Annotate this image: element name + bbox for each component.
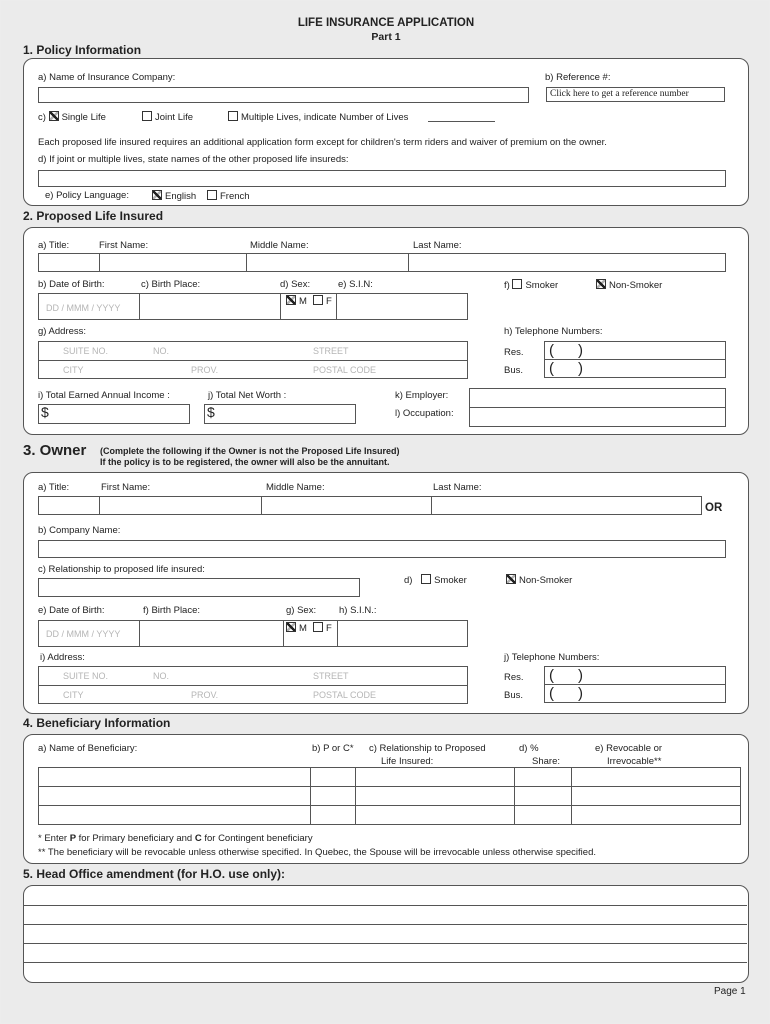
life-type-row <box>38 111 106 123</box>
city-placeholder: CITY <box>63 365 84 375</box>
other-insureds-input[interactable] <box>38 170 726 187</box>
res-paren-close: ) <box>578 342 583 359</box>
income-label: i) Total Earned Annual Income : <box>38 390 170 401</box>
networth-input[interactable] <box>204 404 356 424</box>
owner-smoker-option <box>404 574 467 586</box>
owner-prov-placeholder: PROV. <box>191 690 219 700</box>
owner-note-2: If the policy is to be registered, the owner will also be the annuitant. <box>100 457 390 467</box>
last-name-input[interactable] <box>408 253 726 272</box>
footnote-1-part-b: for Primary beneficiary and <box>76 833 195 844</box>
income-currency: $ <box>41 404 49 420</box>
beneficiary-footnote-2: ** The beneficiary will be revocable unless otherwise specified. In Quebec, the Spouse will be irrevocable unless otherwise specified. <box>38 847 596 858</box>
street-placeholder: STREET <box>313 346 349 356</box>
owner-note-1: (Complete the following if the Owner is not the Proposed Life Insured) <box>100 446 400 456</box>
owner-bus-paren-open: ( <box>549 685 554 702</box>
networth-currency: $ <box>207 404 215 420</box>
res-paren-open: ( <box>549 342 554 359</box>
beneficiary-revocable-header-1: e) Revocable or <box>595 743 663 754</box>
owner-sex-f-option <box>313 622 332 634</box>
owner-phone-label: j) Telephone Numbers: <box>504 652 600 663</box>
owner-res-paren-open: ( <box>549 667 554 684</box>
owner-last-name-label: Last Name: <box>433 482 482 493</box>
or-label: OR <box>705 502 723 514</box>
table-row <box>39 768 741 787</box>
french-checkbox[interactable] <box>207 190 217 200</box>
section-4-heading: 4. Beneficiary Information <box>23 716 171 730</box>
sex-f-checkbox[interactable] <box>313 295 323 305</box>
owner-title-label: a) Title: <box>38 482 70 493</box>
reference-input[interactable]: Click here to get a reference number <box>546 87 725 102</box>
smoker-option <box>504 279 558 291</box>
owner-sin-input[interactable] <box>337 620 468 647</box>
beneficiary-name-header: a) Name of Beneficiary: <box>38 743 138 754</box>
owner-dob-placeholder: DD / MMM / YYYY <box>46 629 121 639</box>
res-phone-input[interactable] <box>544 341 726 360</box>
occupation-input[interactable] <box>469 407 726 427</box>
section-1-heading: 1. Policy Information <box>23 43 142 57</box>
owner-address-label: i) Address: <box>40 652 85 663</box>
amendment-line-1[interactable] <box>24 905 747 906</box>
table-row <box>39 787 741 806</box>
owner-company-input[interactable] <box>38 540 726 558</box>
english-option <box>152 190 196 202</box>
owner-city-placeholder: CITY <box>63 690 84 700</box>
life-type-prefix: c) <box>38 112 46 123</box>
relationship-label: c) Relationship to proposed life insured: <box>38 564 205 575</box>
owner-bus-paren-close: ) <box>578 685 583 702</box>
section-2-heading: 2. Proposed Life Insured <box>23 209 164 223</box>
footnote-1-part-a: * Enter <box>38 833 70 844</box>
form-title: LIFE INSURANCE APPLICATION <box>297 17 475 29</box>
bus-phone-input[interactable] <box>544 359 726 378</box>
owner-middle-name-label: Middle Name: <box>266 482 325 493</box>
owner-smoker-prefix: d) <box>404 575 413 586</box>
beneficiary-name-cell[interactable] <box>39 806 311 825</box>
owner-street-placeholder: STREET <box>313 671 349 681</box>
beneficiary-share-header-1: d) % <box>519 743 539 754</box>
owner-sex-m-checkbox[interactable] <box>286 622 296 632</box>
bus-label: Bus. <box>504 365 524 376</box>
owner-last-name-input[interactable] <box>431 496 702 515</box>
beneficiary-share-cell[interactable] <box>515 768 572 787</box>
multiple-lives-checkbox[interactable] <box>228 111 238 121</box>
reference-label: b) Reference #: <box>545 72 611 83</box>
company-name-label: a) Name of Insurance Company: <box>38 72 176 83</box>
phone-label: h) Telephone Numbers: <box>504 326 603 337</box>
joint-life-option <box>142 111 193 123</box>
beneficiary-revocable-cell[interactable] <box>572 787 741 806</box>
beneficiary-pc-cell[interactable] <box>311 806 356 825</box>
multiple-lives-option <box>228 111 408 123</box>
postal-placeholder: POSTAL CODE <box>313 365 377 375</box>
bus-paren-close: ) <box>578 360 583 377</box>
beneficiary-relationship-cell[interactable] <box>356 806 515 825</box>
multiple-lives-label: Multiple Lives, indicate Number of Lives <box>241 112 409 123</box>
joint-life-checkbox[interactable] <box>142 111 152 121</box>
dob-placeholder: DD / MMM / YYYY <box>46 303 121 313</box>
networth-label: j) Total Net Worth : <box>208 390 287 401</box>
single-life-label: Single Life <box>61 112 106 123</box>
company-name-input[interactable] <box>38 87 529 103</box>
owner-non-smoker-checkbox[interactable] <box>506 574 516 584</box>
french-label: French <box>220 191 250 202</box>
sex-m-checkbox[interactable] <box>286 295 296 305</box>
footnote-1-c: C <box>194 833 202 844</box>
owner-non-smoker-option <box>506 574 572 586</box>
english-label: English <box>165 191 197 202</box>
sin-input[interactable] <box>336 293 468 320</box>
owner-sex-f-checkbox[interactable] <box>313 622 323 632</box>
owner-sex-f-label: F <box>326 623 332 634</box>
page-number: Page 1 <box>714 986 746 997</box>
owner-smoker-checkbox[interactable] <box>421 574 431 584</box>
beneficiary-relationship-header-2: Life Insured: <box>381 756 434 767</box>
address-line-2-input[interactable] <box>38 360 468 379</box>
amendment-line-2[interactable] <box>24 924 747 925</box>
title-input[interactable] <box>38 253 100 272</box>
section-5-panel <box>23 885 749 983</box>
smoker-label: Smoker <box>525 280 559 291</box>
owner-res-label: Res. <box>504 672 524 683</box>
sex-f-label: F <box>326 296 332 307</box>
employer-label: k) Employer: <box>395 390 449 401</box>
beneficiary-name-cell[interactable] <box>39 787 311 806</box>
no-placeholder: NO. <box>153 346 170 356</box>
owner-sex-label: g) Sex: <box>286 605 317 616</box>
non-smoker-checkbox[interactable] <box>596 279 606 289</box>
english-checkbox[interactable] <box>152 190 162 200</box>
suite-placeholder: SUITE NO. <box>63 346 109 356</box>
beneficiary-share-cell[interactable] <box>515 806 572 825</box>
beneficiary-share-header-2: Share: <box>532 756 560 767</box>
single-life-checkbox[interactable] <box>49 111 59 121</box>
other-insureds-label: d) If joint or multiple lives, state names of the other proposed life insureds: <box>38 154 349 165</box>
beneficiary-relationship-header-1: c) Relationship to Proposed <box>369 743 486 754</box>
owner-dob-label: e) Date of Birth: <box>38 605 105 616</box>
owner-non-smoker-label: Non-Smoker <box>519 575 573 586</box>
relationship-input[interactable] <box>38 578 360 597</box>
owner-sex-m-label: M <box>299 623 307 634</box>
first-name-label: First Name: <box>99 240 149 251</box>
company-name-label: b) Company Name: <box>38 525 121 536</box>
owner-title-input[interactable] <box>38 496 100 515</box>
owner-suite-placeholder: SUITE NO. <box>63 671 109 681</box>
birth-place-input[interactable] <box>139 293 281 320</box>
owner-birth-place-input[interactable] <box>139 620 284 647</box>
owner-sex-m-option <box>286 622 307 634</box>
employer-input[interactable] <box>469 388 726 408</box>
beneficiary-relationship-cell[interactable] <box>356 787 515 806</box>
policy-language-label: e) Policy Language: <box>45 190 129 201</box>
beneficiary-pc-cell[interactable] <box>311 768 356 787</box>
form-page <box>1 1 769 1023</box>
section-5-heading: 5. Head Office amendment (for H.O. use only): <box>23 867 286 881</box>
sin-label: e) S.I.N: <box>338 279 373 290</box>
beneficiary-pc-cell[interactable] <box>311 787 356 806</box>
income-input[interactable] <box>38 404 190 424</box>
owner-bus-phone-input[interactable] <box>544 684 726 703</box>
owner-first-name-input[interactable] <box>99 496 262 515</box>
owner-middle-name-input[interactable] <box>261 496 432 515</box>
dob-label: b) Date of Birth: <box>38 279 105 290</box>
sex-label: d) Sex: <box>280 279 311 290</box>
beneficiary-table <box>38 767 741 825</box>
sex-f-option <box>313 295 332 307</box>
beneficiary-revocable-cell[interactable] <box>572 806 741 825</box>
owner-first-name-label: First Name: <box>101 482 151 493</box>
section-3-heading: 3. Owner <box>23 442 87 459</box>
owner-no-placeholder: NO. <box>153 671 170 681</box>
footnote-1-p: P <box>69 833 77 844</box>
sex-m-option <box>286 295 307 307</box>
birth-place-label: c) Birth Place: <box>141 279 201 290</box>
owner-address-line-2-input[interactable] <box>38 685 468 704</box>
owner-bus-label: Bus. <box>504 690 524 701</box>
beneficiary-pc-header: b) P or C* <box>312 743 354 754</box>
table-row <box>39 806 741 825</box>
beneficiary-share-cell[interactable] <box>515 787 572 806</box>
beneficiary-footnote-1 <box>38 833 313 844</box>
prov-placeholder: PROV. <box>191 365 219 375</box>
amendment-line-4[interactable] <box>24 962 747 963</box>
middle-name-label: Middle Name: <box>250 240 309 251</box>
beneficiary-name-cell[interactable] <box>39 768 311 787</box>
last-name-label: Last Name: <box>413 240 462 251</box>
beneficiary-relationship-cell[interactable] <box>356 768 515 787</box>
owner-smoker-label: Smoker <box>434 575 467 586</box>
first-name-input[interactable] <box>99 253 247 272</box>
title-label: a) Title: <box>38 240 70 251</box>
owner-postal-placeholder: POSTAL CODE <box>313 690 377 700</box>
non-smoker-label: Non-Smoker <box>609 280 663 291</box>
joint-life-label: Joint Life <box>155 112 194 123</box>
additional-form-note: Each proposed life insured requires an additional application form except for children's term riders and waiver of premium on the owner. <box>38 137 607 148</box>
smoker-checkbox[interactable] <box>512 279 522 289</box>
occupation-label: l) Occupation: <box>395 408 454 419</box>
bus-paren-open: ( <box>549 360 554 377</box>
beneficiary-revocable-cell[interactable] <box>572 768 741 787</box>
french-option <box>207 190 250 202</box>
res-label: Res. <box>504 347 524 358</box>
owner-birth-place-label: f) Birth Place: <box>143 605 201 616</box>
footnote-1-part-d: for Contingent beneficiary <box>201 833 313 844</box>
non-smoker-option <box>596 279 662 291</box>
smoker-prefix: f) <box>504 280 510 291</box>
middle-name-input[interactable] <box>246 253 409 272</box>
beneficiary-revocable-header-2: Irrevocable** <box>607 756 662 767</box>
amendment-line-3[interactable] <box>24 943 747 944</box>
owner-sin-label: h) S.I.N.: <box>339 605 377 616</box>
owner-res-paren-close: ) <box>578 667 583 684</box>
sex-m-label: M <box>299 296 307 307</box>
owner-res-phone-input[interactable] <box>544 666 726 685</box>
number-of-lives-input[interactable] <box>428 121 495 122</box>
form-subtitle: Part 1 <box>371 31 401 43</box>
address-label: g) Address: <box>38 326 87 337</box>
